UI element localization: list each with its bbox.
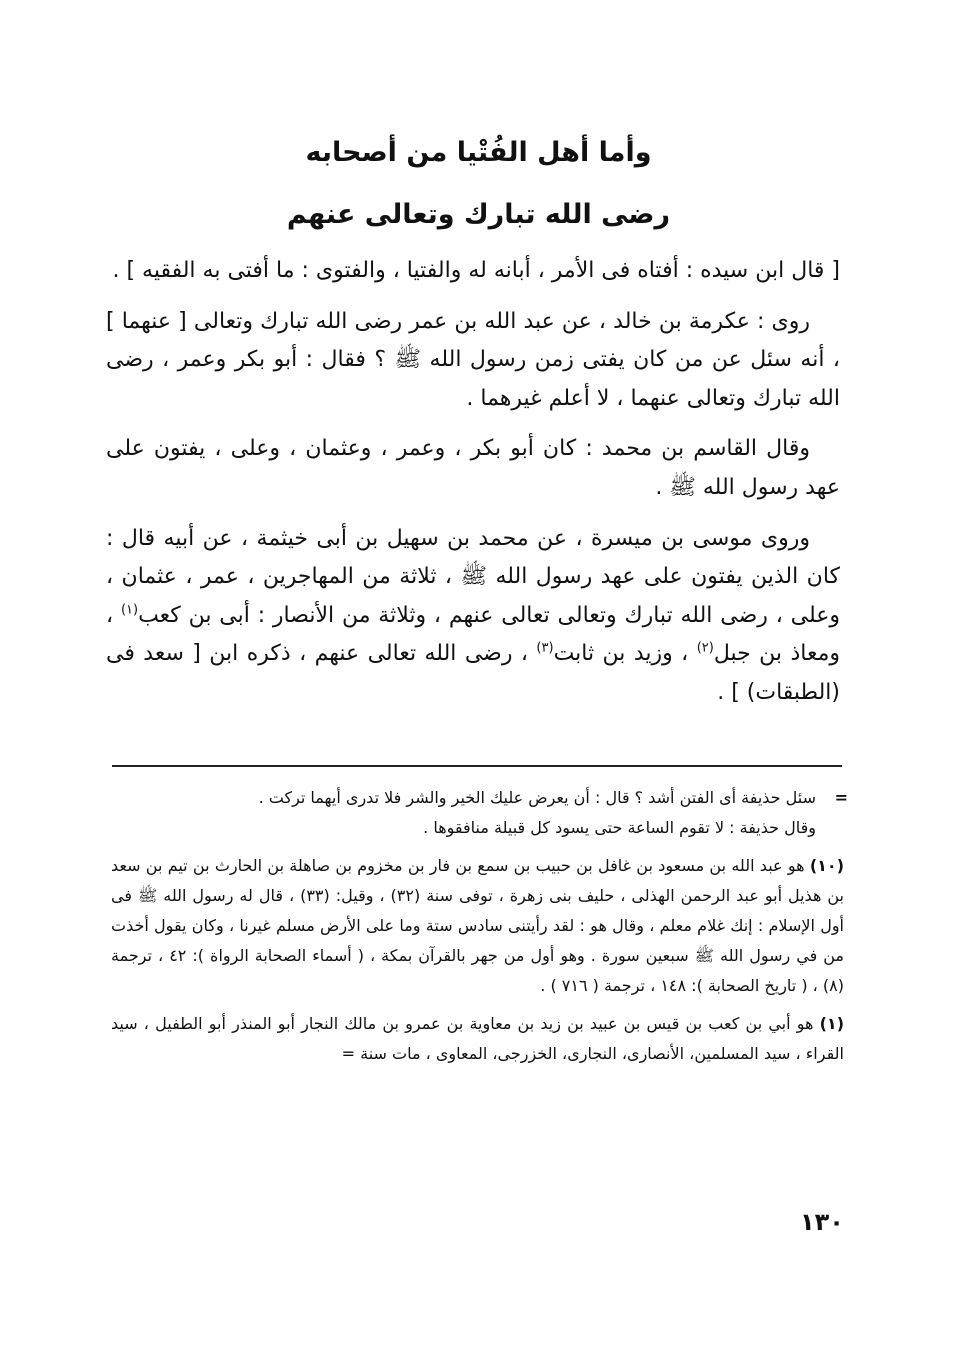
footnote-ref-3: (٣) (536, 641, 554, 657)
footnote-continuation (111, 783, 848, 843)
footnote-10-text: هو عبد الله بن مسعود بن غافل بن حبيب بن سمع بن فار بن مخزوم بن صاهلة بن الحارث بن تيم بن سعد بن هذيل أبو عبد الرحمن الهذلى ، حليف بنى زهرة ، توفى سنة (٣٢) ، وقيل: (٣٣) ، قال له رسول الله ﷺ فى أول الإسلام : إنك غلام معلم ، وقال هو : لقد رأيتنى سادس ستة وما على الأرض مسلم غيرنا ، وكان يقول أخذت من في رسول الله ﷺ سبعين سورة . وهو أول من جهر بالقرآن بمكة ، ( أسماء الصحابة الرواة ): ٤٢ ، ترجمة (٨) ، ( تاريخ الصحابة ): ١٤٨ ، ترجمة ( ٧١٦ ) . (111, 856, 844, 995)
paragraph-musa-part-a: وروى موسى بن ميسرة ، عن محمد بن سهيل بن أبى خيثمة ، عن أبيه قال : كان الذين يفتون على عهد رسول الله ﷺ ، ثلاثة من المهاجرين ، عمر ، عثمان ، وعلى ، رضى الله تبارك وتعالى تعالى عنهم ، وثلاثة من الأنصار : أبى بن كعب (106, 525, 840, 628)
paragraph-musa-part-d: ، رضى الله تعالى عنهم ، ذكره ابن [ سعد فى (الطبقات) ] . (106, 641, 840, 705)
paragraph-definition: [ قال ابن سيده : أفتاه فى الأمر ، أبانه له والفتيا ، والفتوى : ما أفتى به الفقيه ] . (112, 258, 840, 283)
continuation-marker: = (834, 788, 848, 807)
footnote-1 (111, 1009, 844, 1069)
footnote-1-number: (١) (819, 1014, 844, 1033)
chapter-title-line-2: رضى الله تبارك وتعالى عنهم (286, 199, 671, 230)
footnote-continuation-text: سئل حذيفة أى الفتن أشد ؟ قال : أن يعرض عليك الخير والشر فلا تدرى أيهما تركت . (258, 788, 816, 807)
page-number: ١٣٠ (800, 1208, 844, 1236)
chapter-title-line-1: وأما أهل الفُتْيا من أصحابه (305, 137, 652, 168)
paragraph-musa-part-c: ، وزيد بن ثابت (553, 641, 697, 667)
footnote-10-number: (١٠) (809, 856, 844, 875)
footnote-continuation-text-2: وقال حذيفة : لا تقوم الساعة حتى يسود كل قبيلة منافقوها . (423, 818, 816, 837)
footnote-10 (111, 851, 844, 1001)
main-text (106, 252, 840, 725)
paragraph-ikrima: روى : عكرمة بن خالد ، عن عبد الله بن عمر رضى الله تبارك وتعالى [ عنهما ] ، أنه سئل عن من كان يفتى زمن رسول الله ﷺ ؟ فقال : أبو بكر وعمر ، رضى الله تبارك وتعالى عنهما ، لا أعلم غيرهما . (106, 308, 840, 411)
paragraph-musa (106, 520, 840, 713)
footnote-divider (112, 765, 842, 767)
paragraph-qasim: وقال القاسم بن محمد : كان أبو بكر ، وعمر ، وعثمان ، وعلى ، يفتون على عهد رسول الله ﷺ . (106, 436, 840, 500)
footnote-ref-1: (١) (120, 602, 139, 618)
footnote-1-text: هو أبي بن كعب بن قيس بن عبيد بن زيد بن معاوية بن عمرو بن مالك النجار أبو المنذر أبو الطفيل ، سيد القراء ، سيد المسلمين، الأنصارى، النجارى، الخزرجى، المعاوى ، مات سنة = (111, 1014, 844, 1063)
footnotes (111, 783, 848, 1077)
paragraph-musa-part-b: ، ومعاذ بن جبل (106, 602, 841, 667)
footnote-ref-2: (٢) (696, 641, 714, 657)
